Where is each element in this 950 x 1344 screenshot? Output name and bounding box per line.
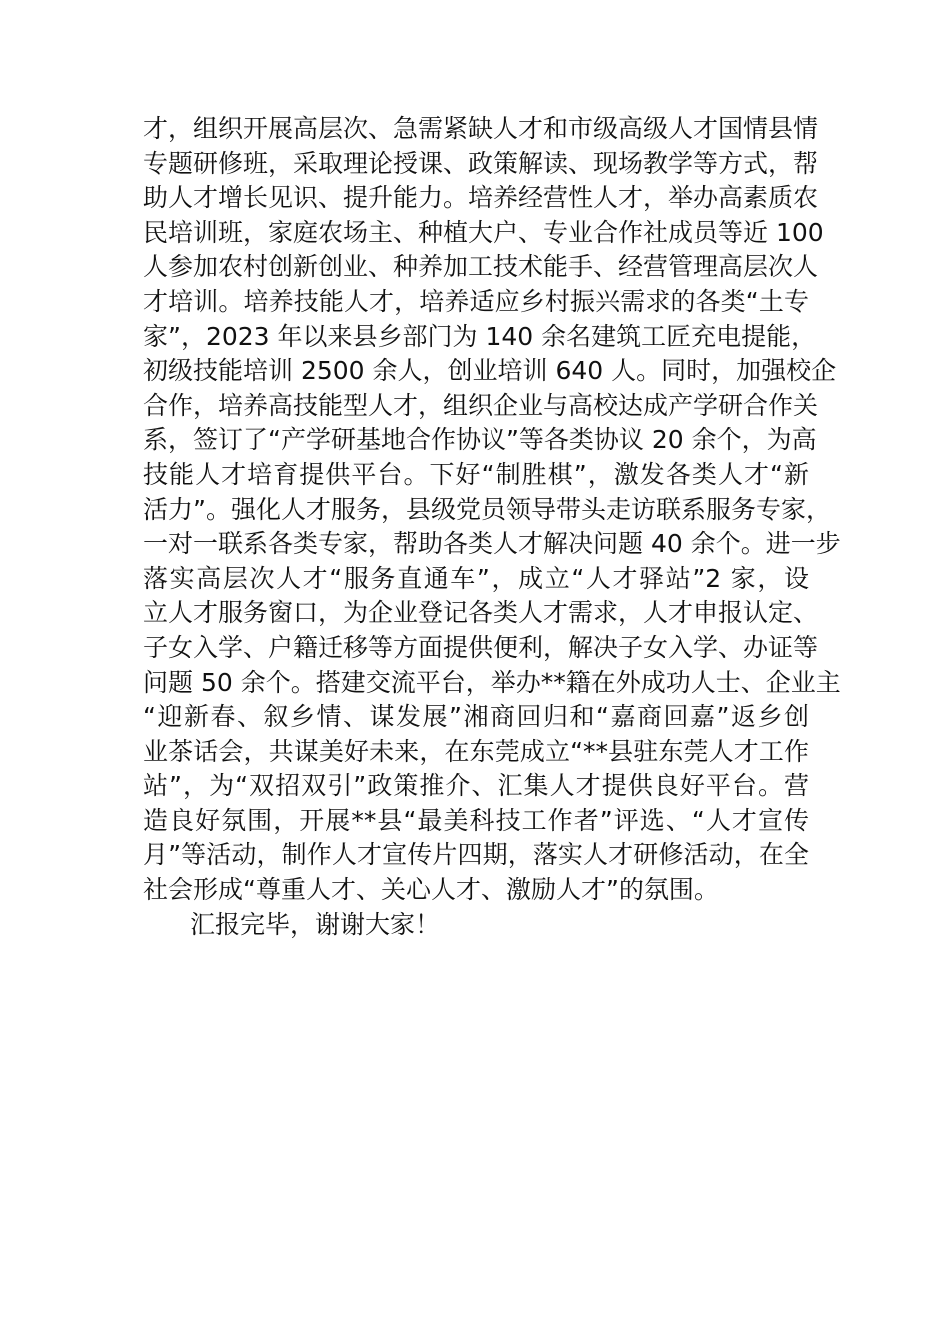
text-line: 一对一联系各类专家，帮助各类人才解决问题 40 余个。进一步 — [143, 529, 841, 559]
text-line: 才，组织开展高层次、急需紧缺人才和市级高级人才国情县情 — [143, 114, 819, 143]
text-line: 子女入学、户籍迁移等方面提供便利，解决子女入学、办证等 — [143, 632, 819, 662]
text-line: 专题研修班，采取理论授课、政策解读、现场教学等方式，帮 — [143, 148, 819, 178]
text-line: 造良好氛围，开展**县“最美科技工作者”评选、“人才宣传 — [143, 805, 809, 835]
text-line: 初级技能培训 2500 余人，创业培训 640 人。同时，加强校企 — [143, 356, 837, 386]
text-line: 问题 50 余个。搭建交流平台，举办**籍在外成功人士、企业主 — [143, 667, 841, 697]
closing-remark: 汇报完毕，谢谢大家！ — [190, 909, 441, 939]
body-text — [143, 112, 841, 942]
text-line: 合作，培养高技能型人才，组织企业与高校达成产学研合作关 — [143, 390, 819, 420]
text-line: 人参加农村创新创业、种养加工技术能手、经营管理高层次人 — [143, 252, 819, 282]
text-line: 活力”。强化人才服务，县级党员领导带头走访联系服务专家， — [143, 494, 831, 524]
text-line: 立人才服务窗口，为企业登记各类人才需求，人才申报认定、 — [143, 598, 819, 628]
text-line: 业茶话会，共谋美好未来，在东莞成立“**县驻东莞人才工作 — [143, 736, 809, 766]
text-line: 月”等活动，制作人才宣传片四期，落实人才研修活动，在全 — [143, 840, 809, 870]
text-line: “迎新春、叙乡情、谋发展”湘商回归和“嘉商回嘉”返乡创 — [143, 702, 809, 732]
text-line: 家”，2023 年以来县乡部门为 140 余名建筑工匠充电提能， — [143, 321, 817, 351]
text-line: 落实高层次人才“服务直通车”，成立“人才驿站”2 家，设 — [143, 563, 809, 593]
text-line: 助人才增长见识、提升能力。培养经营性人才，举办高素质农 — [143, 183, 819, 213]
text-line: 才培训。培养技能人才，培养适应乡村振兴需求的各类“土专 — [143, 286, 809, 316]
text-line: 民培训班，家庭农场主、种植大户、专业合作社成员等近 100 — [143, 217, 824, 247]
text-line: 社会形成“尊重人才、关心人才、激励人才”的氛围。 — [143, 875, 719, 905]
text-line: 系，签订了“产学研基地合作协议”等各类协议 20 余个，为高 — [143, 425, 817, 455]
text-line: 站”，为“双招双引”政策推介、汇集人才提供良好平台。营 — [143, 771, 809, 801]
text-line: 技能人才培育提供平台。下好“制胜棋”，激发各类人才“新 — [143, 459, 809, 489]
